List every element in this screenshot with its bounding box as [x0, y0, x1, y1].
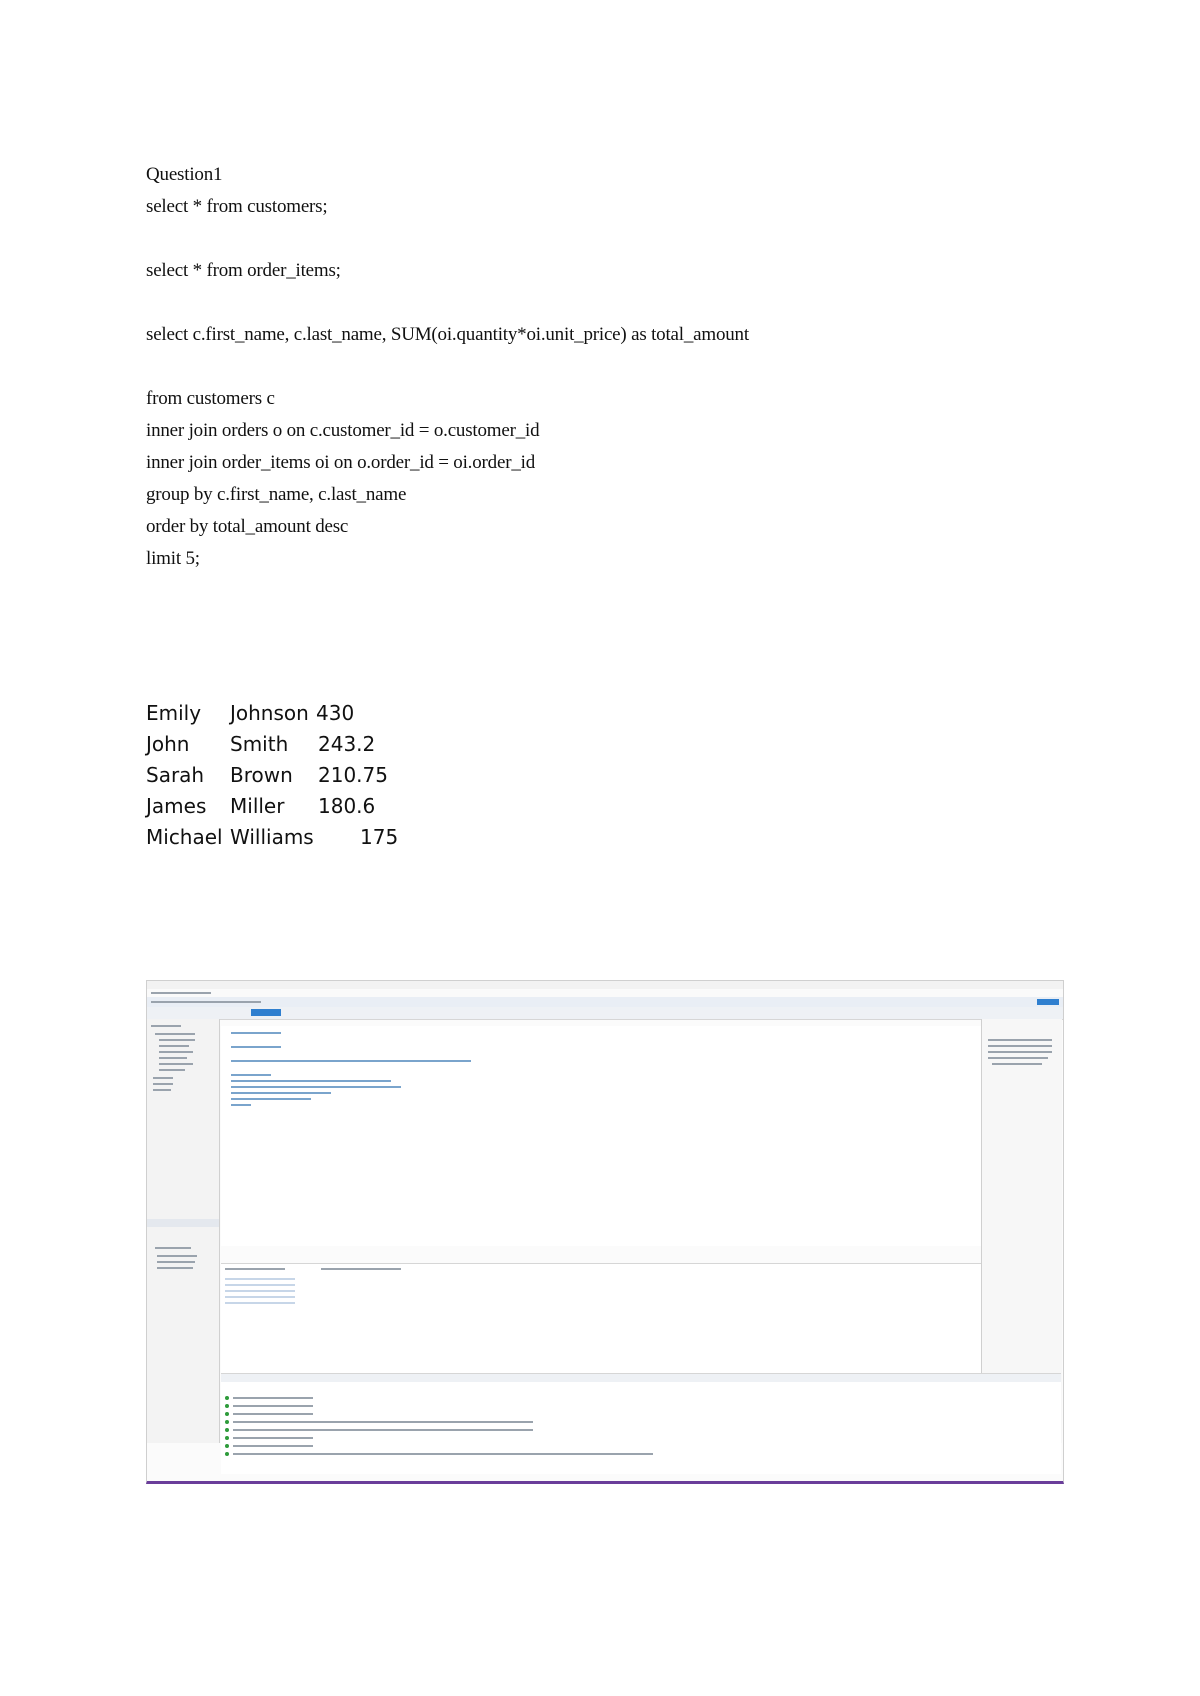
question-heading: Question1 — [146, 164, 223, 185]
first-name-cell: Michael — [146, 825, 223, 849]
first-name-cell: John — [146, 732, 190, 756]
total-cell: 210.75 — [318, 763, 388, 787]
total-cell: 243.2 — [318, 732, 376, 756]
result-grid — [221, 1263, 981, 1374]
last-name-cell: Miller — [230, 794, 285, 818]
menu-bar — [147, 989, 1063, 997]
sql-line: limit 5; — [146, 548, 200, 569]
sql-line: group by c.first_name, c.last_name — [146, 484, 407, 505]
sql-line: select * from customers; — [146, 196, 328, 217]
toolbar — [147, 997, 1063, 1007]
last-name-cell: Johnson — [230, 701, 309, 725]
active-tab — [251, 1009, 281, 1016]
embedded-workbench-screenshot — [146, 980, 1064, 1484]
first-name-cell: Sarah — [146, 763, 205, 787]
total-cell: 430 — [316, 701, 355, 725]
sql-line: select * from order_items; — [146, 260, 341, 281]
sql-line: select c.first_name, c.last_name, SUM(oi.quantity*oi.unit_price) as total_amount — [146, 324, 749, 345]
sql-line: inner join order_items oi on o.order_id = oi.order_id — [146, 452, 536, 473]
sql-line: inner join orders o on c.customer_id = o.customer_id — [146, 420, 540, 441]
accent-button — [1037, 999, 1059, 1005]
first-name-cell: James — [146, 794, 207, 818]
window-titlebar — [147, 981, 1063, 989]
output-panel — [221, 1373, 1061, 1474]
tab-strip — [147, 1007, 1063, 1020]
sql-line: order by total_amount desc — [146, 516, 349, 537]
total-cell: 180.6 — [318, 794, 376, 818]
sql-line: from customers c — [146, 388, 275, 409]
first-name-cell: Emily — [146, 701, 202, 725]
last-name-cell: Williams — [230, 825, 314, 849]
sql-editor-area — [221, 1026, 981, 1246]
last-name-cell: Smith — [230, 732, 289, 756]
last-name-cell: Brown — [230, 763, 293, 787]
navigator-panel — [147, 1019, 220, 1443]
total-cell: 175 — [360, 825, 399, 849]
